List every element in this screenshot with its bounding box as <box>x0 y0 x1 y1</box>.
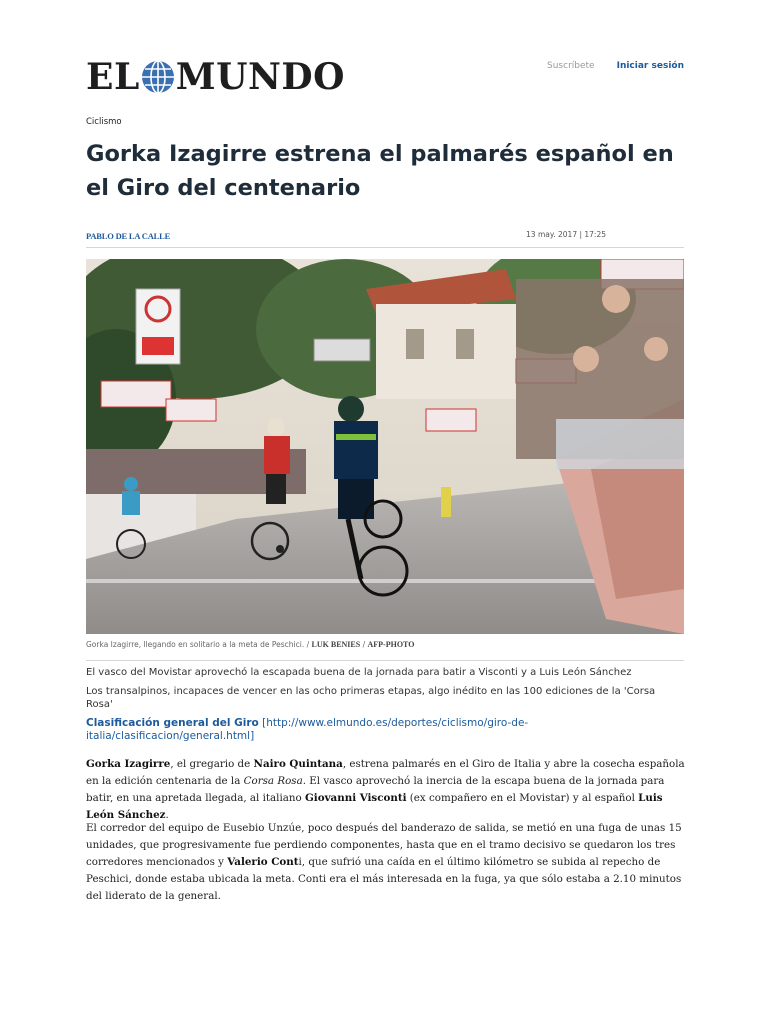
name-valerio-conti: Valerio Cont <box>227 856 299 868</box>
caption-credit-1: LUK BENIES <box>311 640 361 649</box>
paragraph-1 <box>86 756 686 824</box>
p2-text-a: El corredor del equipo de Eusebio Unzúe, poco después del banderazo de salida, se metió en una fuga de unas 15 unidades, que progresivamente fue perdiendo componentes, hasta que en el tramo decisivo se quedaron los tres corredores mencionados y <box>86 822 682 868</box>
top-nav <box>547 61 684 71</box>
article-photo <box>86 259 684 634</box>
section-label[interactable]: Ciclismo <box>86 117 122 127</box>
name-nairo: Nairo Quintana <box>253 758 343 770</box>
cyclist-photo-illustration <box>86 259 684 634</box>
name-gorka: Gorka Izagirre <box>86 758 171 770</box>
p2-text-c: i, que sufrió una caída en el último kilómetro se subida al repecho de Peschici, donde estaba ubicada la meta. Conti era el más interesada en la fuga, ya que sólo estaba a 2.10 minutos del liderato de la general. <box>86 856 682 902</box>
logo-text-el: EL <box>86 56 140 98</box>
p1-text-f: . El vasco aprovechó la inercia de la escapa buena de la jornada para batir, en una apretada llegada, al italiano <box>86 775 665 804</box>
divider <box>86 660 684 661</box>
publish-date: 13 may. 2017 | 17:25 <box>526 230 606 239</box>
logo-text-mundo: MUNDO <box>175 56 345 98</box>
byline <box>86 229 684 248</box>
subtitle-1: El vasco del Movistar aprovechó la escapada buena de la jornada para batir a Visconti y a Luis León Sánchez <box>86 667 632 678</box>
classification-label[interactable]: Clasificación general del Giro <box>86 717 259 729</box>
subscribe-link[interactable]: Suscríbete <box>547 61 595 71</box>
name-visconti: Giovanni Visconti <box>305 792 407 804</box>
classification-link[interactable] <box>86 717 684 743</box>
caption-sep: / <box>360 640 368 649</box>
corsa-rosa: Corsa Rosa <box>243 775 303 787</box>
site-logo[interactable] <box>86 58 345 96</box>
author-link[interactable]: PABLO DE LA CALLE <box>86 231 171 241</box>
login-link[interactable]: Iniciar sesión <box>616 61 684 71</box>
name-luis-leon: Luis León Sánchez <box>86 792 663 821</box>
p1-text-d: , estrena palmarés en el Giro de Italia y abre la cosecha española en la edición centenaria de la <box>86 758 685 787</box>
classification-url[interactable]: [http://www.elmundo.es/deportes/ciclismo/giro-de-italia/clasificacion/general.html] <box>86 717 529 742</box>
p1-text-b: , el gregario de <box>170 758 254 770</box>
paragraph-2 <box>86 820 686 905</box>
photo-caption <box>86 640 414 649</box>
subtitle-2: Los transalpinos, incapaces de vencer en las ocho primeras etapas, algo inédito en las 100 ediciones de la 'Corsa Rosa' <box>86 686 656 710</box>
caption-credit-2: AFP-PHOTO <box>367 640 415 649</box>
p1-text-j: . <box>165 809 169 821</box>
caption-text: Gorka Izagirre, llegando en solitario a la meta de Peschici. / <box>86 640 310 649</box>
article-title: Gorka Izagirre estrena el palmarés español en el Giro del centenario <box>86 141 674 201</box>
globe-icon <box>141 60 175 94</box>
p1-text-h: (ex compañero en el Movistar) y al español <box>406 792 639 804</box>
